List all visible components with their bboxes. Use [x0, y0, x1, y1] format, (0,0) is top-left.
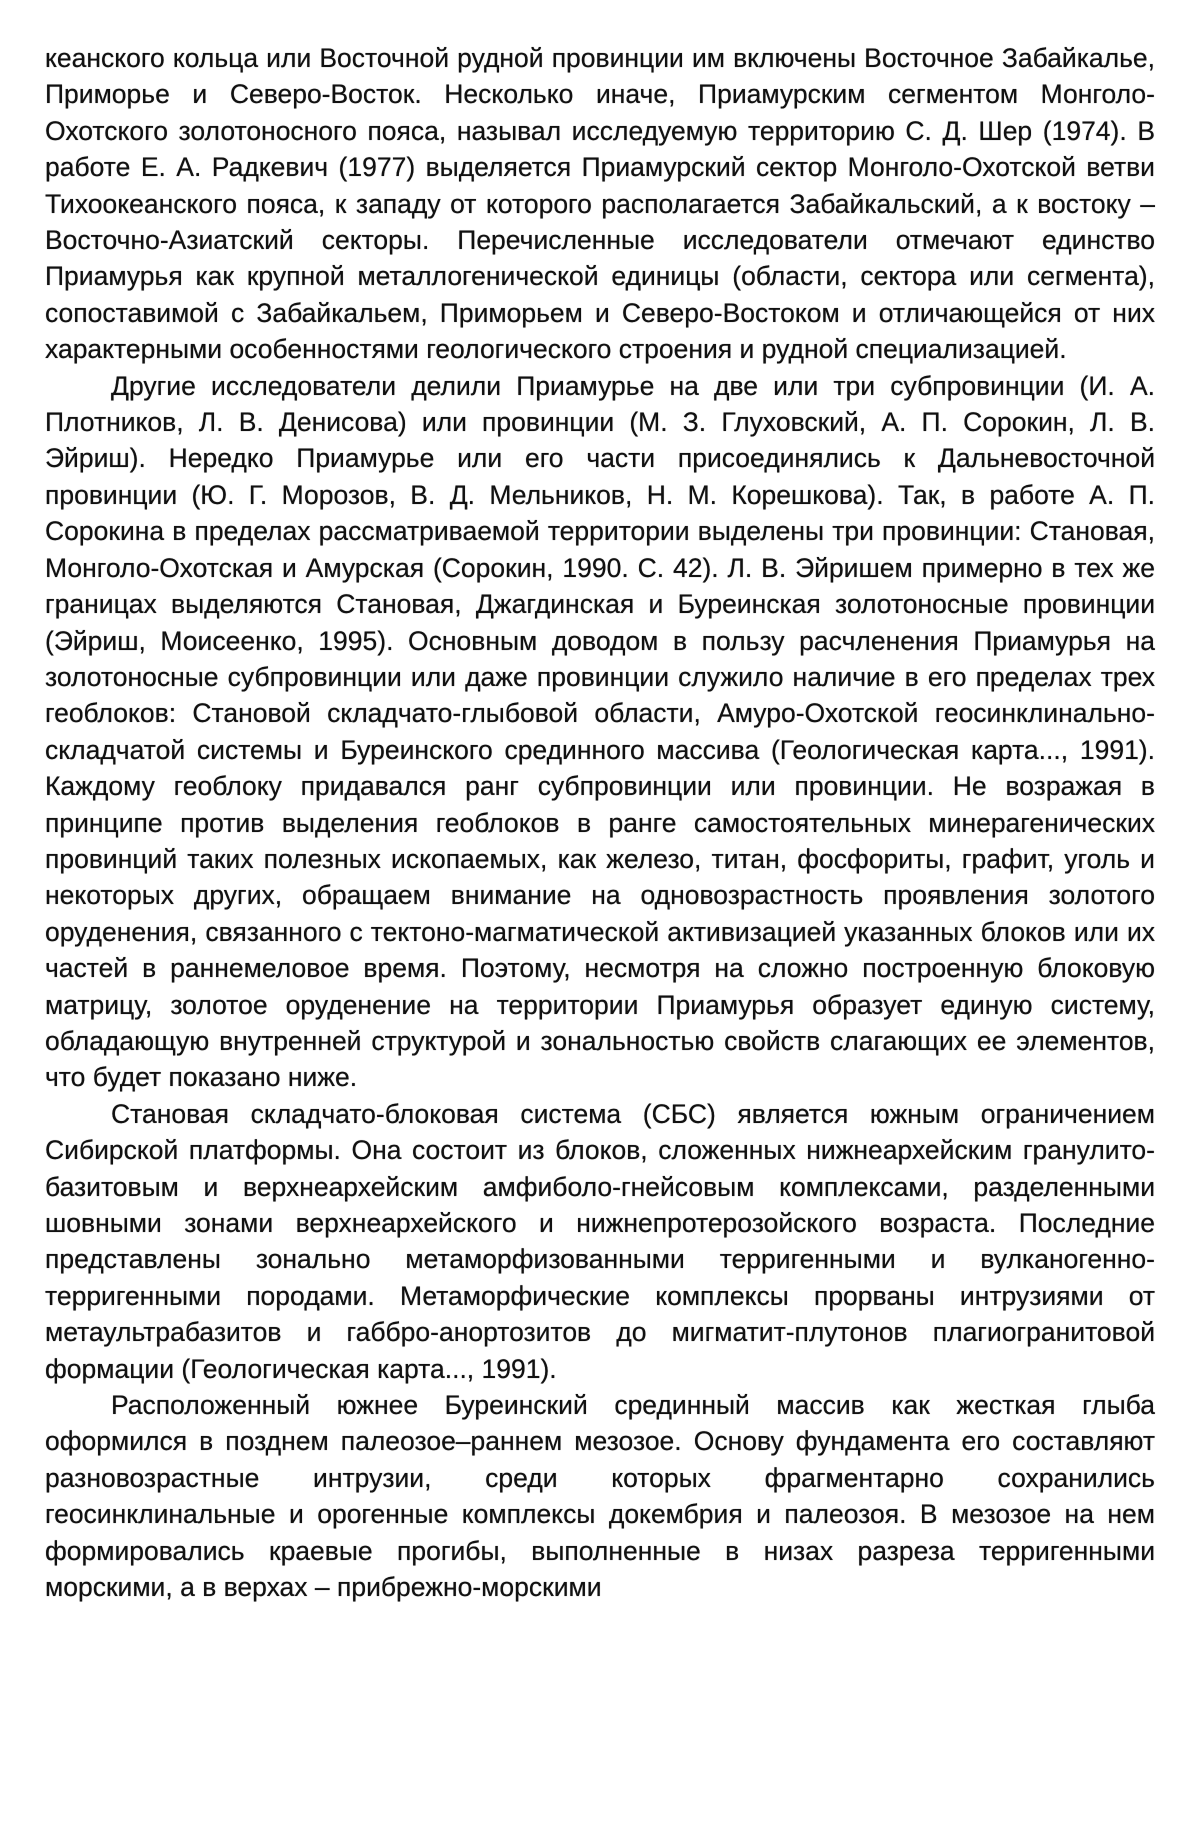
- document-page: [45, 40, 1155, 1605]
- paragraph-intro: кеанского кольца или Восточной рудной провинции им включены Восточное Забайкалье, Приморье и Северо-Восток. Несколько иначе, Приамурским сегментом Монголо-Охотского золотоносного пояса, называл исследуемую территорию С. Д. Шер (1974). В работе Е. А. Радкевич (1977) выделяется Приамурский сектор Монголо-Охотской ветви Тихоокеанского пояса, к западу от которого располагается Забайкальский, а к востоку – Восточно-Азиатский секторы. Перечисленные исследователи отмечают единство Приамурья как крупной металлогенической единицы (области, сектора или сегмента), сопоставимой с Забайкальем, Приморьем и Северо-Востоком и отличающейся от них характерными особенностями геологического строения и рудной специализацией.: [45, 43, 1155, 365]
- paragraph-stanovaya-system: Становая складчато-блоковая система (СБС) является южным ограничением Сибирской платформы. Она состоит из блоков, сложенных нижнеархейским гранулито-базитовым и верхнеархейским амфиболо-гнейсовым комплексами, разделенными шовными зонами верхнеархейского и нижнепротерозойского возраста. Последние представлены зонально метаморфизованными терригенными и вулканогенно-терригенными породами. Метаморфические комплексы прорваны интрузиями от метаультрабазитов и габбро-анортозитов до мигматит-плутонов плагиогранитовой формации (Геологическая карта..., 1991).: [45, 1098, 1155, 1384]
- paragraph-subprovinces: Другие исследователи делили Приамурье на две или три субпровинции (И. А. Плотников, Л. В. Денисова) или провинции (М. З. Глуховский, А. П. Сорокин, Л. В. Эйриш). Нередко Приамурье или его части присоединялись к Дальневосточной провинции (Ю. Г. Морозов, В. Д. Мельников, Н. М. Корешкова). Так, в работе А. П. Сорокина в пределах рассматриваемой территории выделены три провинции: Становая, Монголо-Охотская и Амурская (Сорокин, 1990. С. 42). Л. В. Эйришем примерно в тех же границах выделяются Становая, Джагдинская и Буреинская золотоносные провинции (Эйриш, Моисеенко, 1995). Основным доводом в пользу расчленения Приамурья на золотоносные субпровинции или даже провинции служило наличие в его пределах трех геоблоков: Становой складчато-глыбовой области, Амуро-Охотской геосинклинально-складчатой системы и Буреинского срединного массива (Геологическая карта..., 1991). Каждому геоблоку придавался ранг субпровинции или провинции. Не возражая в принципе против выделения геоблоков в ранге самостоятельных минерагенических провинций таких полезных ископаемых, как железо, титан, фосфориты, графит, уголь и некоторых других, обращаем внимание на одновозрастность проявления золотого оруденения, связанного с тектоно-магматической активизацией указанных блоков или их частей в раннемеловое время. Поэтому, несмотря на сложно построенную блоковую матрицу, золотое оруденение на территории Приамурья образует единую систему, обладающую внутренней структурой и зональностью свойств слагающих ее элементов, что будет показано ниже.: [45, 370, 1155, 1093]
- paragraph-bureya-massif: Расположенный южнее Буреинский срединный массив как жесткая глыба оформился в позднем палеозое–раннем мезозое. Основу фундамента его составляют разновозрастные интрузии, среди которых фрагментарно сохранились геосинклинальные и орогенные комплексы докембрия и палеозоя. В мезозое на нем формировались краевые прогибы, выполненные в низах разреза терригенными морскими, а в верхах – прибрежно-морскими: [45, 1390, 1155, 1603]
